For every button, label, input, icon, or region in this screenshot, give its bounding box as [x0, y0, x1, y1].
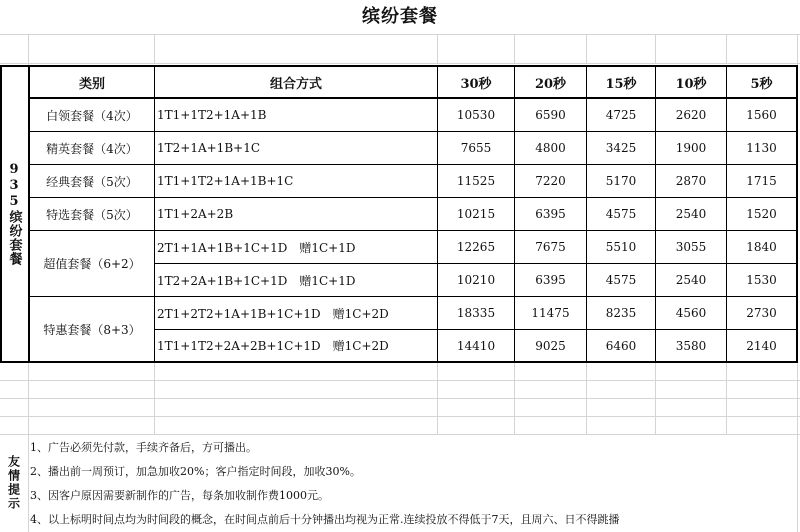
category-cell: 经典套餐（5次） [46, 174, 138, 189]
grid-line [514, 362, 515, 434]
grid-line [586, 362, 587, 434]
price-cell: 3425 [605, 141, 637, 155]
price-cell: 1520 [746, 207, 777, 221]
combo-cell: 1T2+1A+1B+1C [157, 141, 261, 155]
grid-line [726, 362, 727, 434]
table-border [0, 361, 798, 363]
price-cell: 4800 [535, 141, 566, 155]
grid-line [154, 34, 155, 64]
note-line: 3、因客户原因需要新制作的广告，每条加收制作费1000元。 [30, 489, 329, 502]
category-cell: 超值套餐（6+2） [43, 257, 141, 271]
grid-line [154, 362, 155, 434]
grid-line [655, 34, 656, 64]
note-line: 1、广告必须先付款，手续齐备后，方可播出。 [30, 441, 257, 454]
price-cell: 2870 [675, 174, 707, 188]
category-cell: 白领套餐（4次） [46, 108, 138, 123]
price-cell: 1130 [746, 141, 777, 155]
price-cell: 12265 [456, 240, 496, 254]
note-line: 4、以上标明时间点均为时间段的概念，在时间点前后十分钟播出均视为正常.连续投放不得低于7天，且周六、日不得跳播 [30, 513, 620, 526]
combo-cell: 2T1+1A+1B+1C+1D 赠1C+1D [157, 240, 356, 255]
column-header: 类别 [78, 76, 105, 92]
price-cell: 7655 [460, 141, 492, 155]
grid-line [586, 34, 587, 64]
grid-line [0, 34, 800, 35]
grid-line [437, 362, 438, 434]
side-label: 935缤纷套餐 [6, 162, 22, 266]
grid-line [726, 34, 727, 64]
price-cell: 6395 [535, 207, 566, 221]
tips-label: 友情提示 [6, 455, 21, 511]
price-cell: 4575 [605, 207, 637, 221]
combo-cell: 1T1+1T2+1A+1B+1C [157, 174, 294, 188]
price-cell: 5170 [605, 174, 637, 188]
combo-cell: 1T1+1T2+2A+2B+1C+1D 赠1C+2D [157, 339, 389, 353]
price-cell: 6590 [535, 108, 566, 122]
price-cell: 3580 [675, 338, 707, 353]
price-cell: 1900 [675, 141, 707, 155]
grid-line [0, 416, 800, 417]
combo-cell: 1T2+2A+1B+1C+1D 赠1C+1D [157, 273, 356, 288]
price-cell: 3055 [675, 240, 707, 254]
note-line: 2、播出前一周预订，加急加收20%；客户指定时间段，加收30%。 [30, 465, 361, 478]
grid-line [0, 398, 800, 399]
price-cell: 1715 [746, 174, 777, 188]
price-cell: 1560 [746, 108, 777, 122]
column-header: 组合方式 [269, 76, 322, 92]
price-cell: 5510 [605, 240, 637, 254]
price-cell: 2540 [675, 207, 707, 221]
column-header: 15秒 [605, 76, 637, 92]
column-header: 20秒 [534, 76, 567, 92]
price-cell: 9025 [535, 338, 566, 353]
combo-cell: 2T1+2T2+1A+1B+1C+1D 赠1C+2D [157, 306, 389, 321]
category-cell: 特惠套餐（8+3） [43, 322, 141, 337]
price-cell: 10530 [456, 108, 496, 122]
column-header: 10秒 [675, 76, 707, 92]
price-cell: 14410 [456, 338, 496, 353]
price-cell: 7220 [535, 174, 566, 188]
column-header: 5秒 [750, 76, 773, 92]
price-cell: 2540 [675, 273, 707, 287]
grid-line [514, 34, 515, 64]
price-cell: 7675 [535, 240, 566, 254]
price-cell: 2730 [746, 306, 777, 320]
price-cell: 6395 [535, 273, 566, 287]
grid-line [655, 362, 656, 434]
price-cell: 10215 [456, 207, 496, 221]
price-cell: 4560 [675, 306, 707, 320]
price-cell: 18335 [456, 306, 496, 320]
price-cell: 2620 [675, 108, 707, 122]
price-cell: 11475 [531, 306, 570, 320]
column-header: 30秒 [460, 76, 492, 92]
price-cell: 1840 [746, 240, 777, 254]
table-border [796, 65, 798, 363]
grid-line [0, 63, 800, 64]
price-cell: 4725 [605, 108, 637, 122]
grid-line [0, 380, 800, 381]
price-cell: 8235 [605, 306, 637, 320]
price-cell: 6460 [605, 338, 637, 353]
price-cell: 2140 [746, 338, 777, 353]
category-cell: 精英套餐（4次） [46, 141, 138, 156]
price-cell: 10210 [456, 273, 496, 287]
category-cell: 特选套餐（5次） [46, 207, 138, 222]
price-cell: 1530 [746, 273, 777, 287]
price-cell: 4575 [605, 273, 637, 287]
price-cell: 11525 [456, 174, 496, 188]
grid-line [437, 34, 438, 64]
combo-cell: 1T1+2A+2B [157, 207, 234, 221]
page-title: 缤纷套餐 [362, 6, 438, 27]
combo-cell: 1T1+1T2+1A+1B [157, 108, 267, 122]
